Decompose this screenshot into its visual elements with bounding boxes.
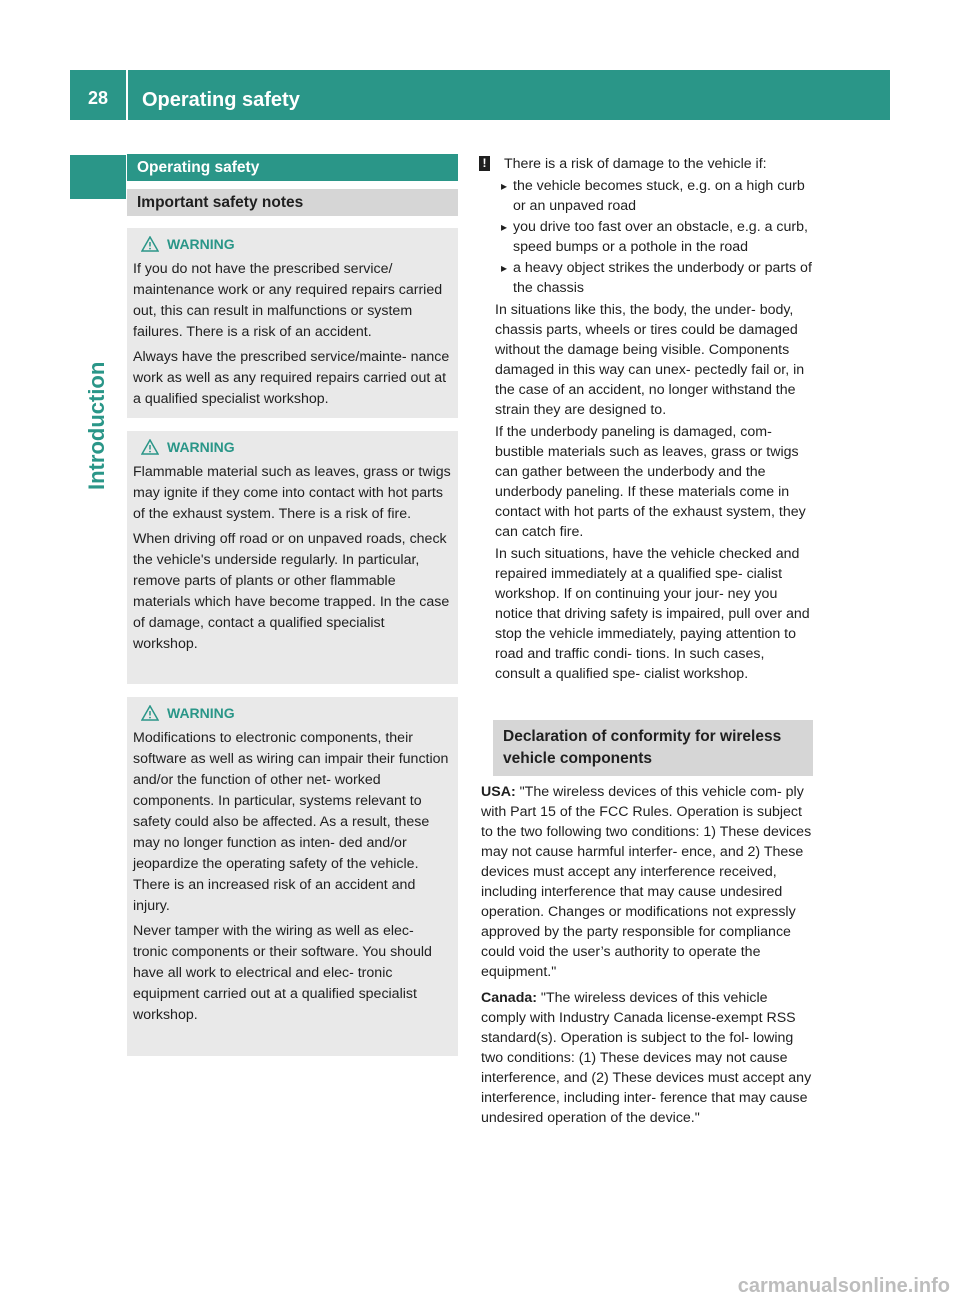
warning-triangle-icon [141,439,159,455]
page-number: 28 [70,70,128,120]
warning-paragraph: When driving off road or on unpaved roads, check the vehicle's underside regularly. In particular, remove parts of plants or other flammable materials which have become trapped. In the case of damage, contact a qualified specialist workshop. [133,531,450,652]
warning-box-3 [127,697,458,1056]
warning-label: WARNING [167,705,235,721]
canada-declaration [481,988,813,1128]
list-item: ▸ you drive too fast over an obstacle, e.g. a curb, speed bumps or a pothole in the road [501,217,813,257]
exclamation-icon: ! [479,156,490,171]
right-column [481,154,813,1128]
warning-triangle-icon [141,705,159,721]
usa-text: "The wireless devices of this vehicle com- ply with Part 15 of the FCC Rules. Operation is subject to the two following two conditions: 1) These devices may not cause harmful interfer- ence, and 2) These devices must accept any interference received, including interference that may cause undesired operation. Changes or modifications not expressly approved by the party responsible for compliance could void the user’s authority to operate the equipment." [481,784,812,980]
declaration-title: Declaration of conformity for wireless vehicle components [493,720,813,776]
subsection-title: Important safety notes [127,189,458,216]
warning-paragraph: If you do not have the prescribed service/ maintenance work or any required repairs carried out, this can result in malfunctions or system failures. There is a risk of an accident. [133,261,443,340]
warning-box-2 [127,431,458,684]
warning-heading [133,436,452,458]
warning-paragraph: Never tamper with the wiring as well as elec- tronic components or their software. You should have all work to electrical and elec- tronic equipment carried out at a qualified specialist workshop. [133,923,432,1023]
risk-list [481,176,813,298]
left-column [127,154,458,1056]
notice-heading [481,154,813,174]
warning-heading [133,702,452,724]
warning-heading [133,233,452,255]
notice-intro: There is a risk of damage to the vehicle if: [504,156,767,172]
warning-paragraph: Modifications to electronic components, their software as well as wiring can impair their function and/or the function of other net- worked components. In particular, systems relevant to safety could also be affected. As a result, these may no longer function as inten- ded and/or jeopardize the operating safety of the vehicle. There is an increased risk of an accident and injury. [133,730,449,914]
canada-text: "The wireless devices of this vehicle comply with Industry Canada license-exempt RSS standard(s). Operation is subject to the fol- lowing two conditions: (1) These devices may not cause interference, and (2) These devices must accept any interference, including inter- ference that may cause undesired operation of the device." [481,990,812,1126]
warning-box-1 [127,228,458,418]
usa-label: USA: [481,784,516,800]
list-item: ▸ a heavy object strikes the underbody or parts of the chassis [501,258,813,298]
header-title: Operating safety [142,88,300,111]
side-tab-marker [70,155,126,199]
body-paragraph: In situations like this, the body, the under- body, chassis parts, wheels or tires could be damaged without the damage being visible. Components damaged in this way can unex- pectedly fail or, in the case of an accident, no longer withstand the strain they are designed to. [495,302,805,418]
body-paragraph: In such situations, have the vehicle checked and repaired immediately at a qualified spe- cialist workshop. If on continuing your jour- ney you notice that driving safety is impaired, pull over and stop the vehicle immediately, paying attention to road and traffic condi- tions. In such cases, consult a qualified spe- cialist workshop. [495,546,810,682]
usa-declaration [481,782,813,982]
list-item: ▸ the vehicle becomes stuck, e.g. on a high curb or an unpaved road [501,176,813,216]
warning-paragraph: Flammable material such as leaves, grass or twigs may ignite if they come into contact with hot parts of the exhaust system. There is a risk of fire. [133,464,451,522]
page-header [70,70,890,120]
watermark: carmanualsonline.info [737,1275,950,1297]
canada-label: Canada: [481,990,537,1006]
body-paragraph: If the underbody paneling is damaged, com- bustible materials such as leaves, grass or twigs can gather between the underbody and the underbody paneling. If these materials come in contact with hot parts of the exhaust system, they can catch fire. [495,424,806,540]
warning-label: WARNING [167,439,235,455]
warning-label: WARNING [167,236,235,252]
warning-triangle-icon [141,236,159,252]
side-chapter-label: Introduction [84,361,109,490]
section-title: Operating safety [127,154,458,181]
warning-paragraph: Always have the prescribed service/mainte- nance work as well as any required repairs carried out at a qualified specialist workshop. [133,349,450,407]
